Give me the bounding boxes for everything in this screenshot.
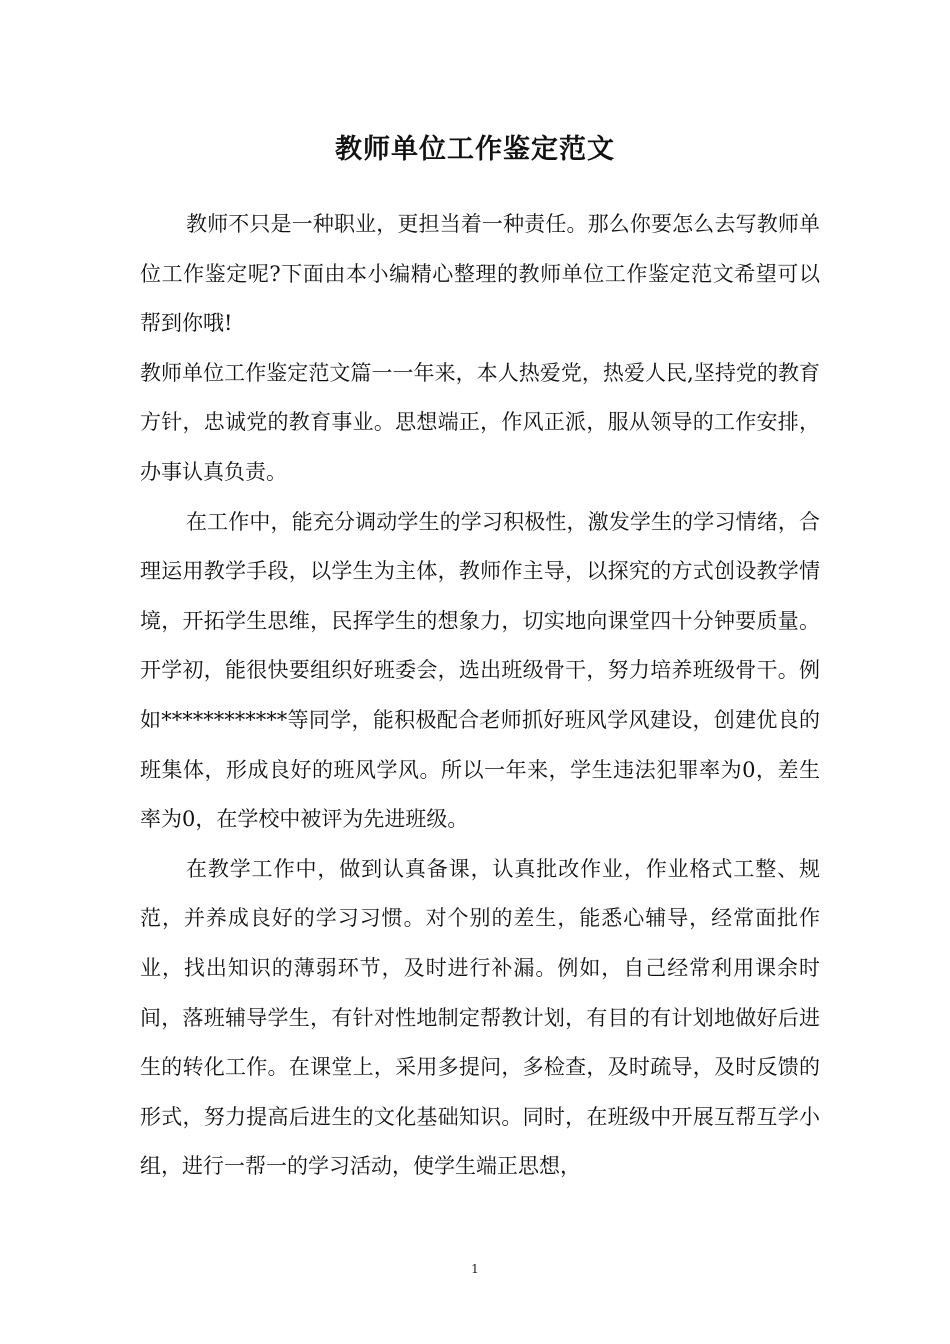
document-title: 教师单位工作鉴定范文 (335, 134, 615, 165)
paragraph-class-management: 在工作中，能充分调动学生的学习积极性，激发学生的学习情绪，合理运用教学手段，以学生为主体，教师作主导，以探究的方式创设教学情境，开拓学生思维，民挥学生的想象力，切实地向课堂四十分钟要质量。开学初，能很快要组织好班委会，选出班级骨干，努力培养班级骨干。例如************等同学，能积极配合老师抓好班风学风建设，创建优良的班集体，形成良好的班风学风。所以一年来，学生违法犯罪率为0，差生率为0，在学校中被评为先进班级。 (140, 509, 820, 832)
paragraph-teaching-work: 在教学工作中，做到认真备课，认真批改作业，作业格式工整、规范，并养成良好的学习习惯。对个别的差生，能悉心辅导，经常面批作业，找出知识的薄弱环节，及时进行补漏。例如，自己经常利用课余时间，落班辅导学生，有针对性地制定帮教计划，有目的有计划地做好后进生的转化工作。在课堂上，采用多提问，多检查，及时疏导，及时反馈的形式，努力提高后进生的文化基础知识。同时，在班级中开展互帮互学小组，进行一帮一的学习活动，使学生端正思想， (140, 856, 820, 1179)
paragraph-intro: 教师不只是一种职业，更担当着一种责任。那么你要怎么去写教师单位工作鉴定呢?下面由本小编精心整理的教师单位工作鉴定范文希望可以帮到你哦! (140, 212, 820, 336)
document-body (140, 200, 820, 1192)
page-number: 1 (471, 1262, 479, 1276)
paragraph-essay-one-opening: 教师单位工作鉴定范文篇一一年来，本人热爱党，热爱人民,坚持党的教育方针，忠诚党的教育事业。思想端正，作风正派，服从领导的工作安排，办事认真负责。 (140, 360, 820, 484)
